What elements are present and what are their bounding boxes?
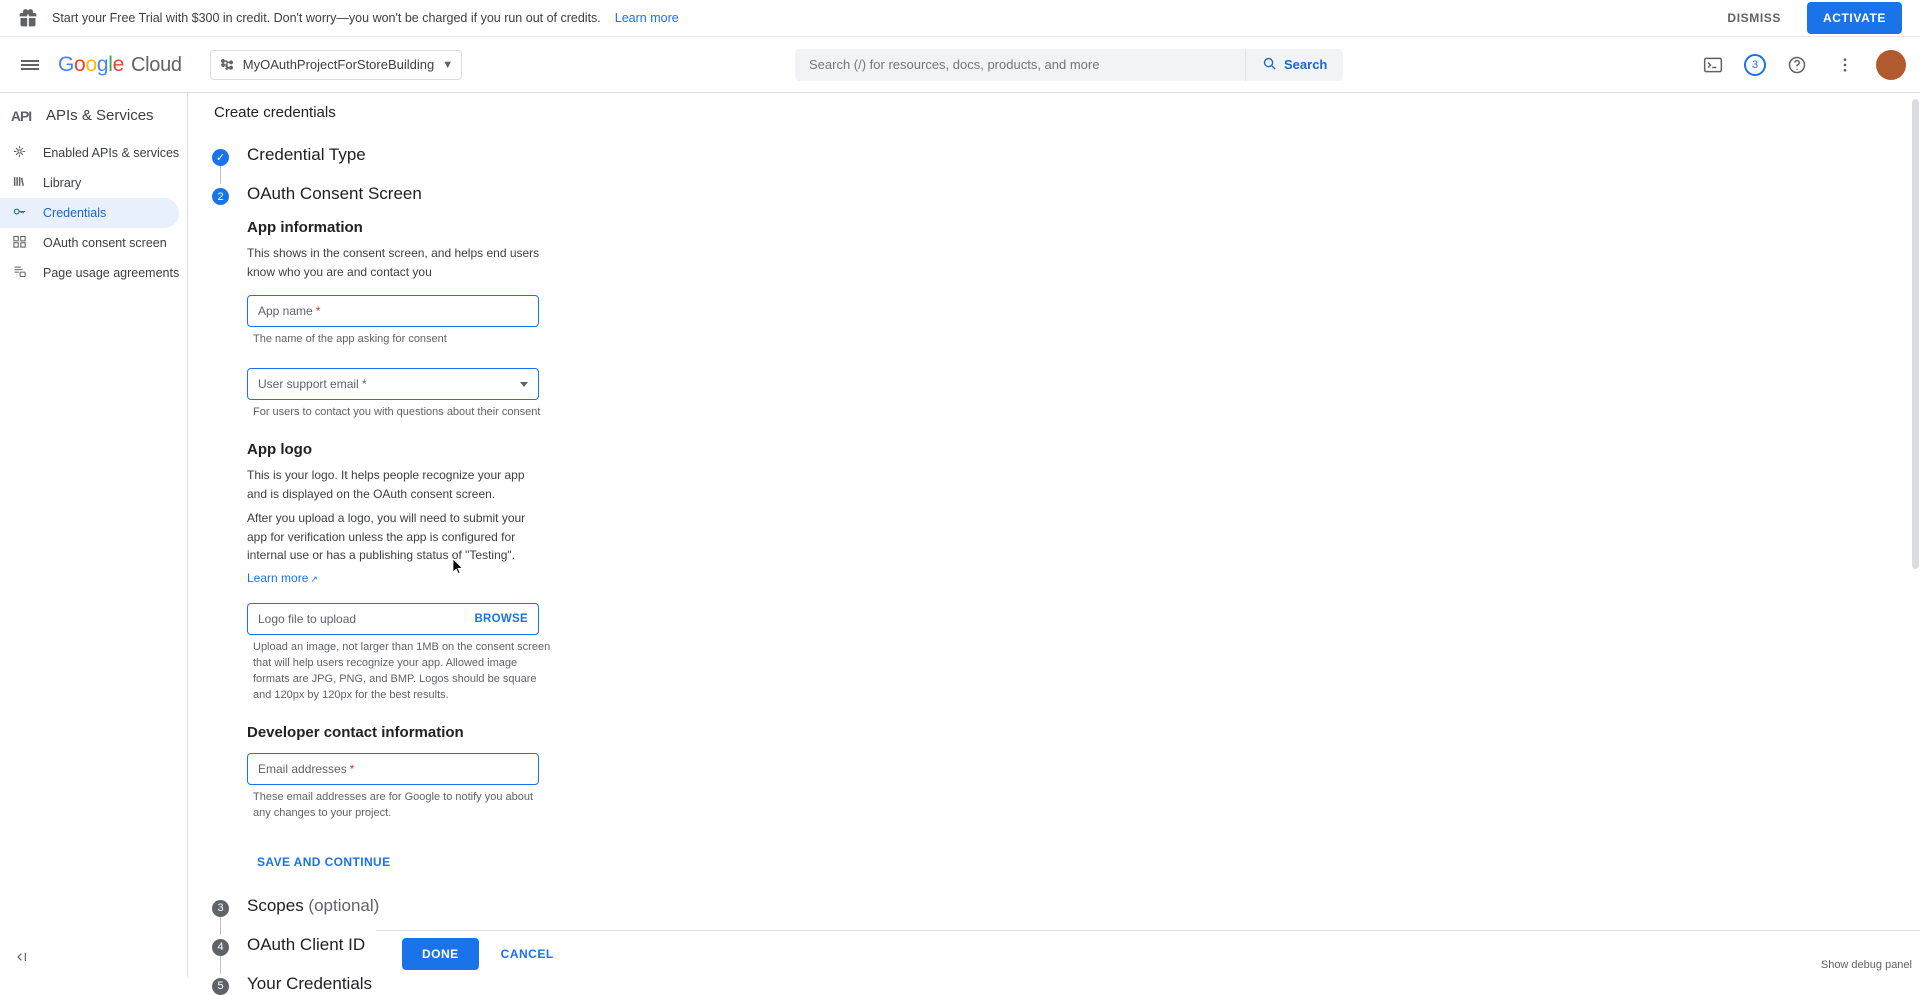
app-logo-heading: App logo [247, 441, 312, 459]
body [0, 93, 1920, 993]
wizard-content [188, 133, 1920, 995]
step-2-badge: 2 [212, 188, 229, 205]
sidebar-item-label: Library [43, 176, 82, 190]
sidebar-title [0, 93, 187, 138]
sidebar-item-credentials[interactable] [0, 198, 179, 228]
learn-more-label: Learn more [247, 571, 309, 586]
step-3-title [247, 896, 379, 916]
developer-contact-heading: Developer contact information [247, 723, 464, 741]
search-input[interactable] [795, 49, 1245, 81]
step-1-title: Credential Type [247, 145, 366, 164]
logo-letter-o2: o [85, 52, 97, 76]
api-icon: API [10, 107, 32, 124]
developer-contact-hint: These email addresses are for Google to notify you about any changes to your project. [253, 790, 534, 819]
logo-letter-g2: g [96, 52, 109, 76]
step-scopes[interactable] [212, 896, 1920, 917]
developer-email-required-marker: * [349, 761, 355, 776]
logo-upload-placeholder: Logo file to upload [258, 612, 357, 627]
project-name: MyOAuthProjectForStoreBuilding [242, 57, 435, 72]
oauth-consent-form [247, 205, 807, 878]
sidebar-item-label: Page usage agreements [43, 266, 180, 280]
app-information-heading: App information [247, 219, 363, 236]
logo-letter-o1: o [74, 52, 86, 76]
external-link-icon: ↗ [310, 574, 318, 585]
trial-banner-text: Start your Free Trial with $300 in credit. Don't worry—you won't be charged if you run out of credits. [52, 11, 601, 25]
logo-letter-e: e [112, 52, 124, 76]
vertical-scrollbar[interactable] [1910, 93, 1920, 977]
step-5-badge: 5 [212, 978, 229, 995]
project-icon [219, 57, 235, 73]
step-connector [220, 917, 221, 935]
header-right-icons [1696, 48, 1906, 82]
app-name-required-marker: * [315, 304, 321, 319]
developer-email-label: Email addresses [258, 761, 347, 776]
page-usage-icon [12, 264, 27, 282]
user-support-email-label: User support email * [258, 377, 367, 392]
page-title: Create credentials [214, 104, 336, 121]
step-connector [220, 956, 221, 974]
sidebar [0, 93, 188, 977]
logo-cloud-word: Cloud [130, 53, 182, 76]
step-5-title: Your Credentials [247, 973, 373, 993]
cancel-button[interactable]: CANCEL [487, 938, 568, 970]
logo-upload-input[interactable] [247, 603, 539, 635]
app-logo-paragraph-2: After you upload a logo, you will need to submit your app for verification unless the app is configured for internal use or has a publishing status of "Testing". [247, 511, 526, 563]
logo-letter-g: G [58, 52, 75, 76]
step-3-badge: 3 [212, 900, 229, 917]
app-name-hint: The name of the app asking for consent [253, 333, 447, 346]
wizard-footer [376, 930, 1920, 977]
sidebar-item-page-usage[interactable] [0, 258, 187, 288]
show-debug-panel-link[interactable]: Show debug panel [1820, 959, 1912, 971]
key-icon [12, 204, 27, 222]
scrollbar-thumb[interactable] [1912, 99, 1919, 569]
step-credential-type[interactable] [212, 145, 1920, 166]
step-oauth-consent-screen[interactable] [212, 184, 1920, 205]
sidebar-item-library[interactable] [0, 168, 187, 198]
consent-screen-icon [12, 234, 27, 252]
trial-learn-more-link[interactable]: Learn more [614, 11, 679, 25]
step-1-badge: ✓ [212, 149, 229, 166]
main-content [188, 93, 1920, 993]
chevron-down-icon [520, 382, 528, 387]
app-logo-learn-more-link[interactable] [247, 571, 318, 585]
hamburger-icon[interactable] [10, 45, 50, 85]
step-4-badge: 4 [212, 939, 229, 956]
help-icon[interactable] [1780, 48, 1814, 82]
more-options-icon[interactable] [1828, 48, 1862, 82]
step-3-optional: (optional) [303, 895, 380, 915]
user-support-email-select[interactable] [247, 368, 539, 400]
search-button-label: Search [1284, 57, 1328, 72]
save-and-continue-button[interactable]: SAVE AND CONTINUE [247, 846, 400, 878]
activate-button[interactable]: ACTIVATE [1807, 2, 1902, 34]
sidebar-item-oauth-consent[interactable] [0, 228, 187, 258]
step-3-label: Scopes [247, 895, 304, 915]
browse-button[interactable]: BROWSE [474, 613, 528, 626]
app-information-description: This shows in the consent screen, and helps end users know who you are and contact you [247, 246, 540, 279]
enabled-apis-icon [12, 144, 27, 162]
step-4-title: OAuth Client ID [247, 934, 366, 954]
app-logo-paragraph-1: This is your logo. It helps people recognize your app and is displayed on the OAuth consent screen. [247, 468, 525, 501]
mouse-cursor [452, 558, 464, 576]
google-cloud-logo[interactable] [58, 53, 182, 77]
search-button[interactable] [1245, 49, 1343, 81]
sidebar-item-label: OAuth consent screen [43, 236, 167, 250]
sidebar-item-label: Credentials [43, 206, 107, 220]
logo-letter-l: l [108, 52, 113, 76]
gift-icon [18, 8, 38, 28]
cloud-shell-icon[interactable] [1696, 48, 1730, 82]
library-icon [12, 174, 27, 192]
user-support-email-hint: For users to contact you with questions about their consent [253, 406, 541, 419]
notifications-badge[interactable]: 3 [1744, 54, 1766, 76]
project-picker[interactable] [210, 50, 462, 80]
chevron-down-icon: ▼ [442, 58, 454, 71]
app-name-label: App name [258, 304, 313, 319]
search-area [795, 49, 1343, 81]
sidebar-title-label: APIs & Services [46, 107, 154, 124]
sidebar-item-enabled-apis[interactable] [0, 138, 187, 168]
step-connector [220, 166, 221, 184]
app-name-input[interactable] [247, 295, 539, 327]
free-trial-banner [0, 0, 1920, 37]
developer-email-input[interactable] [247, 753, 539, 785]
collapse-panel-icon[interactable] [10, 945, 34, 969]
sidebar-item-label: Enabled APIs & services [43, 146, 180, 160]
step-2-title: OAuth Consent Screen [247, 184, 422, 203]
logo-upload-hint: Upload an image, not larger than 1MB on the consent screen that will help users recognize your app. Allowed image formats are JPG, PNG, and BMP. Logos should be square and 120px by 120px for the best results. [253, 641, 551, 701]
dismiss-button[interactable]: DISMISS [1723, 5, 1785, 31]
top-header [0, 37, 1920, 93]
done-button[interactable]: DONE [402, 938, 479, 970]
avatar[interactable] [1876, 50, 1906, 80]
search-icon [1262, 56, 1277, 74]
